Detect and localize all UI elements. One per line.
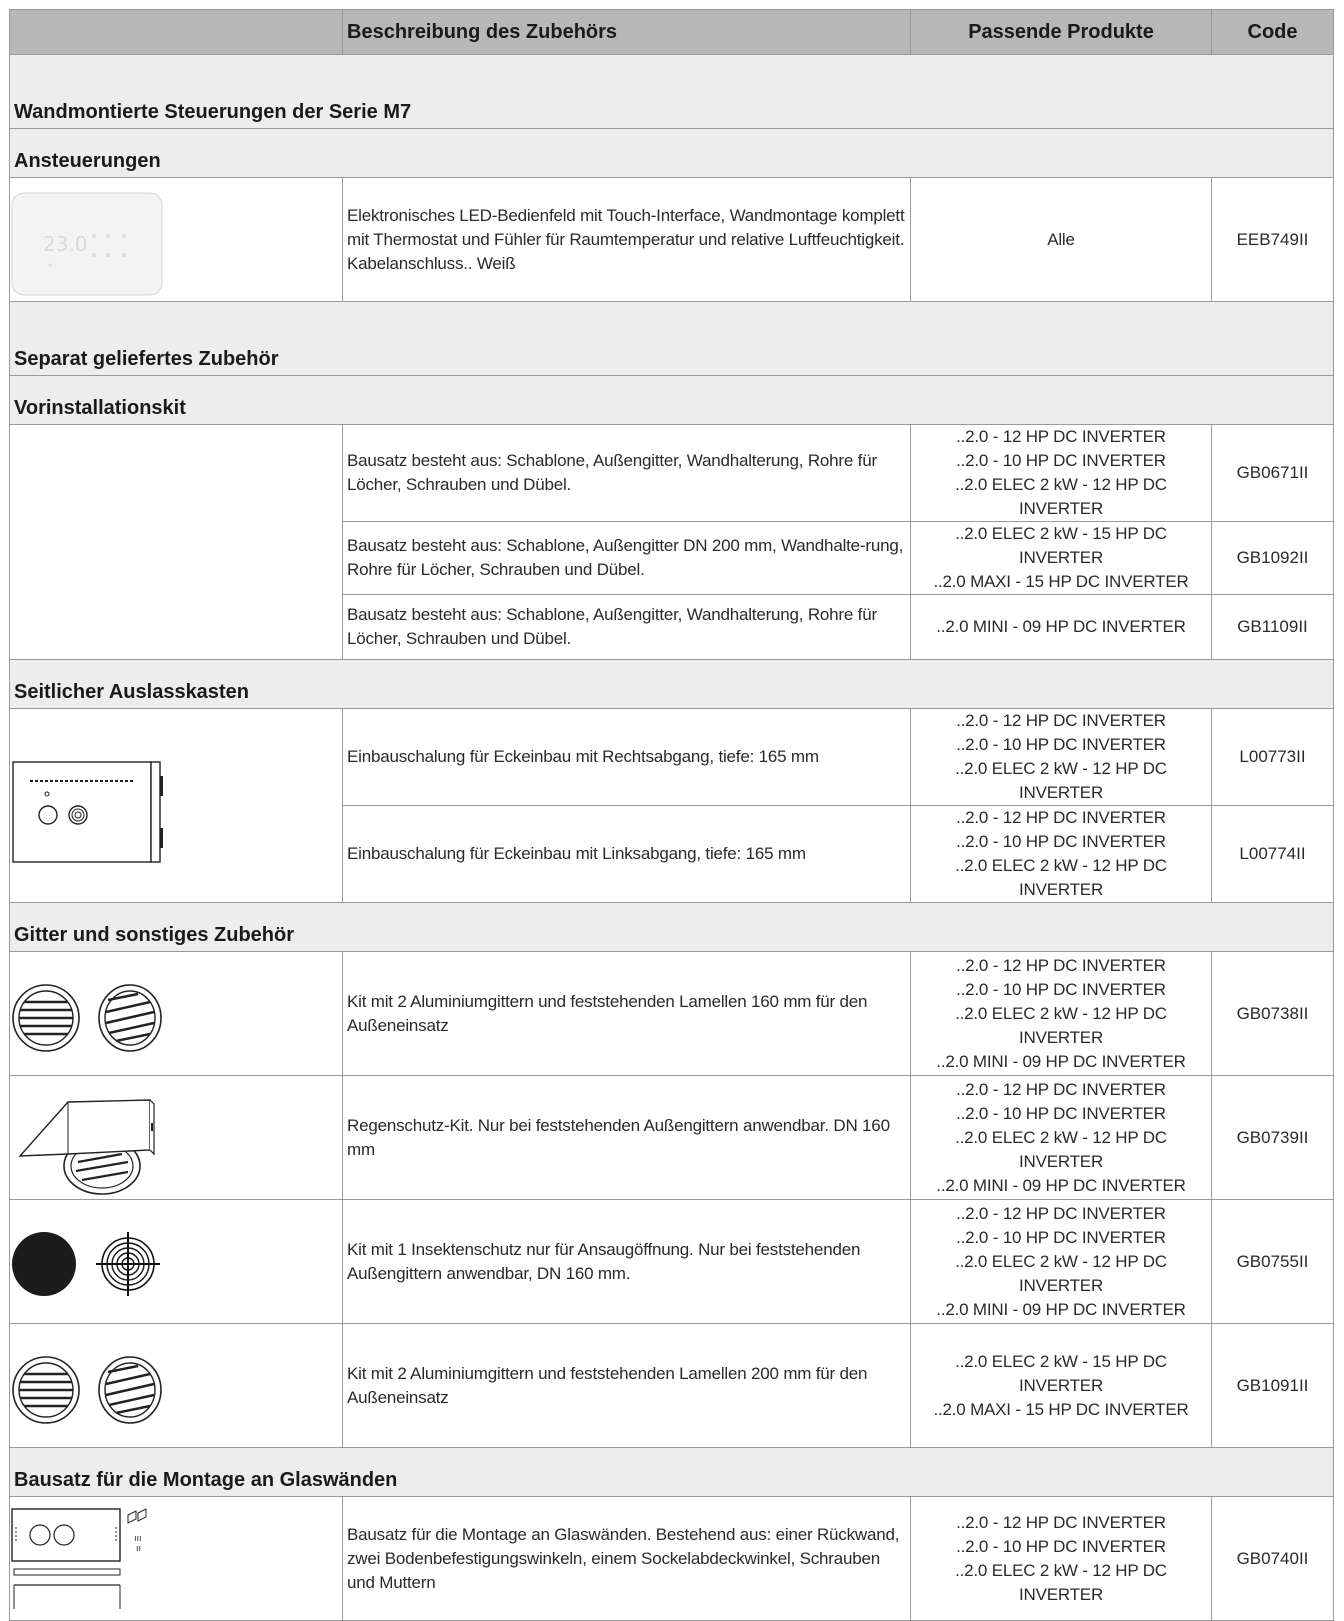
product-line: ..2.0 MINI - 09 HP DC INVERTER — [936, 1175, 1186, 1195]
row-code: L00774II — [1212, 806, 1334, 903]
row-code: GB1109II — [1212, 595, 1334, 660]
row-description: Bausatz für die Montage an Glaswänden. Bestehend aus: einer Rückwand, zwei Bodenbefestigungswinkeln, einem Sockelabdeckwinkel, Schrauben und Muttern — [343, 1497, 911, 1621]
row-products — [911, 425, 1212, 522]
wire-screen-icon — [96, 1232, 160, 1296]
table-row — [10, 1497, 1334, 1621]
control-panel-image — [10, 178, 343, 302]
product-line: ..2.0 - 10 HP DC INVERTER — [956, 979, 1166, 999]
row-products — [911, 952, 1212, 1076]
subheading: Bausatz für die Montage an Glaswänden — [10, 1448, 1334, 1497]
row-description: Einbauschalung für Eckeinbau mit Linksabgang, tiefe: 165 mm — [343, 806, 911, 903]
subheading-row — [10, 660, 1334, 709]
row-products — [911, 522, 1212, 595]
row-products — [911, 1497, 1212, 1621]
row-description: Kit mit 1 Insektenschutz nur für Ansaugöffnung. Nur bei feststehenden Außengittern anwendbar, DN 160 mm. — [343, 1200, 911, 1324]
svg-text:ıı: ıı — [136, 1543, 142, 1554]
product-line: ..2.0 - 10 HP DC INVERTER — [956, 735, 1166, 754]
spacer-row — [10, 55, 1334, 80]
row-products — [911, 806, 1212, 903]
rain-hood-image — [10, 1076, 343, 1200]
subheading: Seitlicher Auslasskasten — [10, 660, 1334, 709]
row-code: GB0739II — [1212, 1076, 1334, 1200]
product-line: ..2.0 - 12 HP DC INVERTER — [956, 711, 1166, 730]
row-description: Bausatz besteht aus: Schablone, Außengitter DN 200 mm, Wandhalte-rung, Rohre für Löcher, Schrauben und Dübel. — [343, 522, 911, 595]
header-products: Passende Produkte — [911, 10, 1212, 55]
product-line: ..2.0 ELEC 2 kW - 15 HP DC INVERTER — [955, 524, 1167, 567]
table-header-row — [10, 10, 1334, 55]
product-line: ..2.0 ELEC 2 kW - 12 HP DC INVERTER — [955, 856, 1167, 899]
product-line: ..2.0 ELEC 2 kW - 12 HP DC INVERTER — [955, 759, 1167, 802]
table-row — [10, 425, 1334, 522]
product-line: ..2.0 ELEC 2 kW - 15 HP DC INVERTER — [955, 1351, 1167, 1395]
product-line: ..2.0 MINI - 09 HP DC INVERTER — [936, 1051, 1186, 1071]
glass-wall-kit-image — [10, 1497, 343, 1621]
spacer-row — [10, 302, 1334, 327]
row-code: EEB749II — [1212, 178, 1334, 302]
product-line: ..2.0 - 10 HP DC INVERTER — [956, 1536, 1166, 1556]
product-line: ..2.0 ELEC 2 kW - 12 HP DC INVERTER — [955, 1560, 1167, 1604]
row-description: Bausatz besteht aus: Schablone, Außengitter, Wandhalterung, Rohre für Löcher, Schrauben und Dübel. — [343, 425, 911, 522]
product-line: ..2.0 ELEC 2 kW - 12 HP DC INVERTER — [955, 1003, 1167, 1047]
product-line: ..2.0 - 10 HP DC INVERTER — [956, 451, 1166, 470]
product-line: ..2.0 - 10 HP DC INVERTER — [956, 1103, 1166, 1123]
row-description: Kit mit 2 Aluminiumgittern und feststehenden Lamellen 160 mm für den Außeneinsatz — [343, 952, 911, 1076]
row-products — [911, 709, 1212, 806]
subheading: Ansteuerungen — [10, 129, 1334, 178]
product-line: Alle — [1047, 229, 1075, 249]
row-code: GB0738II — [1212, 952, 1334, 1076]
subheading-row — [10, 376, 1334, 425]
row-code: GB1092II — [1212, 522, 1334, 595]
grilles-200-image — [10, 1324, 343, 1448]
product-line: ..2.0 - 12 HP DC INVERTER — [956, 427, 1166, 446]
product-line: ..2.0 - 12 HP DC INVERTER — [956, 1203, 1166, 1223]
table-row — [10, 952, 1334, 1076]
group-heading-row — [10, 326, 1334, 376]
header-image-column — [10, 10, 343, 55]
row-code: GB1091II — [1212, 1324, 1334, 1448]
product-line: ..2.0 MAXI - 15 HP DC INVERTER — [933, 1399, 1189, 1419]
row-code: GB0740II — [1212, 1497, 1334, 1621]
outlet-box-image — [10, 709, 343, 903]
product-line: ..2.0 ELEC 2 kW - 12 HP DC INVERTER — [955, 1251, 1167, 1295]
product-line: ..2.0 - 12 HP DC INVERTER — [956, 955, 1166, 975]
product-line: ..2.0 - 12 HP DC INVERTER — [956, 1079, 1166, 1099]
panel-display-text: 23.0 — [43, 231, 88, 256]
row-products — [911, 595, 1212, 660]
table-row — [10, 1324, 1334, 1448]
round-grille-icon — [13, 985, 79, 1051]
row-products — [911, 178, 1212, 302]
product-line: ..2.0 ELEC 2 kW - 12 HP DC INVERTER — [955, 1127, 1167, 1171]
row-description: Elektronisches LED-Bedienfeld mit Touch-Interface, Wandmontage komplett mit Thermostat und Fühler für Raumtemperatur und relative Luftfeuchtigkeit. Kabelanschluss.. Weiß — [343, 178, 911, 302]
insect-screen-image — [10, 1200, 343, 1324]
subheading-row — [10, 903, 1334, 952]
header-code: Code — [1212, 10, 1334, 55]
group-heading: Separat geliefertes Zubehör — [10, 326, 1334, 376]
table-row — [10, 709, 1334, 806]
product-line: ..2.0 MINI - 09 HP DC INVERTER — [936, 617, 1186, 636]
product-line: ..2.0 - 10 HP DC INVERTER — [956, 1227, 1166, 1247]
round-grille-icon — [13, 1357, 79, 1423]
group-heading-row — [10, 79, 1334, 129]
product-line: ..2.0 MAXI - 15 HP DC INVERTER — [933, 572, 1189, 591]
group-heading: Wandmontierte Steuerungen der Serie M7 — [10, 79, 1334, 129]
preinstall-image-cell — [10, 425, 343, 660]
product-line: ..2.0 MINI - 09 HP DC INVERTER — [936, 1299, 1186, 1319]
product-line: ..2.0 - 12 HP DC INVERTER — [956, 1512, 1166, 1532]
row-products — [911, 1324, 1212, 1448]
table-row — [10, 178, 1334, 302]
header-description: Beschreibung des Zubehörs — [343, 10, 911, 55]
grilles-160-image — [10, 952, 343, 1076]
row-code: L00773II — [1212, 709, 1334, 806]
row-code: GB0755II — [1212, 1200, 1334, 1324]
subheading-row — [10, 1448, 1334, 1497]
row-description: Einbauschalung für Eckeinbau mit Rechtsabgang, tiefe: 165 mm — [343, 709, 911, 806]
row-description: Kit mit 2 Aluminiumgittern und feststehenden Lamellen 200 mm für den Außeneinsatz — [343, 1324, 911, 1448]
subheading: Gitter und sonstiges Zubehör — [10, 903, 1334, 952]
product-line: ..2.0 ELEC 2 kW - 12 HP DC INVERTER — [955, 475, 1167, 518]
product-line: ..2.0 - 12 HP DC INVERTER — [956, 808, 1166, 827]
angled-grille-icon — [99, 1357, 161, 1423]
row-products — [911, 1076, 1212, 1200]
table-row — [10, 1200, 1334, 1324]
row-code: GB0671II — [1212, 425, 1334, 522]
row-description: Bausatz besteht aus: Schablone, Außengitter, Wandhalterung, Rohre für Löcher, Schrauben und Dübel. — [343, 595, 911, 660]
subheading-row — [10, 129, 1334, 178]
row-description: Regenschutz-Kit. Nur bei feststehenden Außengittern anwendbar. DN 160 mm — [343, 1076, 911, 1200]
svg-text:ııı: ııı — [134, 1533, 142, 1544]
table-row — [10, 1076, 1334, 1200]
accessory-table — [9, 9, 1334, 1621]
product-line: ..2.0 - 10 HP DC INVERTER — [956, 832, 1166, 851]
subheading: Vorinstallationskit — [10, 376, 1334, 425]
angled-grille-icon — [99, 985, 161, 1051]
row-products — [911, 1200, 1212, 1324]
